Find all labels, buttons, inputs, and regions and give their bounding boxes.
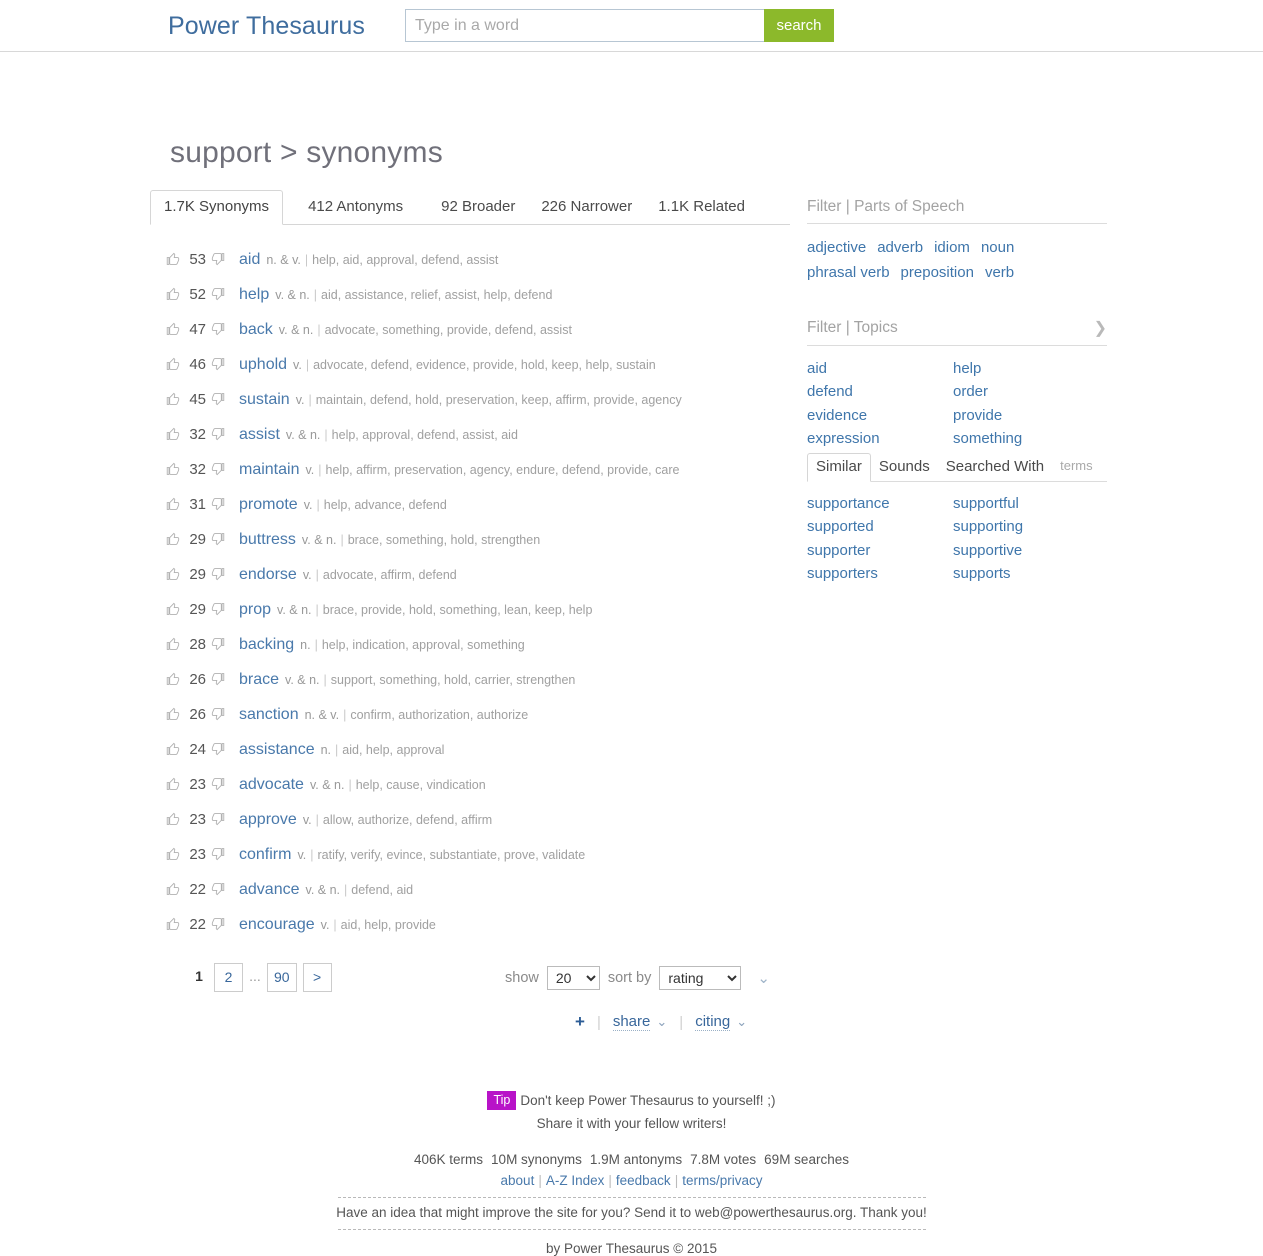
synonym-row xyxy=(166,775,786,810)
thumbs-down-icon[interactable] xyxy=(211,742,225,756)
tab-412-antonyms[interactable]: 412 Antonyms xyxy=(308,198,404,215)
thumbs-down-icon[interactable] xyxy=(211,497,225,511)
thumbs-down-icon[interactable] xyxy=(211,707,225,721)
synonym-tags: aid, help, approval xyxy=(342,743,445,757)
divider: | xyxy=(313,288,318,302)
synonym-row xyxy=(166,845,786,880)
synonym-row xyxy=(166,810,786,845)
synonym-list xyxy=(166,250,786,950)
part-of-speech: v. & n. xyxy=(278,323,314,337)
vote-count: 22 xyxy=(189,916,206,933)
synonym-word[interactable]: maintain xyxy=(239,461,300,478)
synonym-row xyxy=(166,635,786,670)
synonym-tags: aid, assistance, relief, assist, help, defend xyxy=(321,288,553,302)
similar-tabs xyxy=(807,454,1107,482)
divider: | xyxy=(315,568,319,582)
add-icon[interactable]: + xyxy=(575,1012,585,1031)
synonym-tags: ratify, verify, evince, substantiate, prove, validate xyxy=(317,848,586,862)
synonym-row xyxy=(166,355,786,390)
part-of-speech: v. xyxy=(297,848,307,862)
result-type-tabs xyxy=(150,191,790,225)
page-title: support > synonyms xyxy=(170,136,443,169)
vote-count: 23 xyxy=(189,811,206,828)
part-of-speech: n. & v. xyxy=(266,253,301,267)
divider xyxy=(338,1229,926,1230)
synonym-tags: support, something, hold, carrier, strengthen xyxy=(330,673,576,687)
similar-term-supporters[interactable]: supporters xyxy=(807,564,878,582)
footer-link-a-z-index[interactable]: A-Z Index xyxy=(545,1173,605,1188)
pagination-page-90[interactable]: 90 xyxy=(267,963,297,992)
thumbs-down-icon[interactable] xyxy=(211,287,225,301)
synonym-row xyxy=(166,880,786,915)
divider: | xyxy=(344,883,348,897)
chevron-down-icon[interactable]: ⌄ xyxy=(656,1014,668,1029)
vote-count: 45 xyxy=(189,391,206,408)
part-of-speech: v. xyxy=(302,813,312,827)
divider: | xyxy=(674,1173,679,1188)
synonym-word[interactable]: sanction xyxy=(239,706,299,723)
show-label: show xyxy=(505,970,539,986)
synonym-word[interactable]: confirm xyxy=(239,846,292,863)
synonym-row xyxy=(166,495,786,530)
thumbs-up-icon[interactable] xyxy=(166,637,180,651)
vote-count: 23 xyxy=(189,846,206,863)
footer-link-feedback[interactable]: feedback xyxy=(615,1173,671,1188)
part-of-speech: v. & n. xyxy=(301,533,337,547)
divider: | xyxy=(679,1013,684,1031)
divider: | xyxy=(538,1173,542,1188)
thumbs-up-icon[interactable] xyxy=(166,322,180,336)
similar-terms-list xyxy=(807,492,1107,585)
chevron-down-icon[interactable]: ⌄ xyxy=(736,1014,748,1029)
site-logo[interactable]: Power Thesaurus xyxy=(168,12,365,40)
footer-link-about[interactable]: about xyxy=(500,1173,535,1188)
thumbs-up-icon[interactable] xyxy=(166,532,180,546)
footer-idea-text: Have an idea that might improve the site for you? Send it to web@powerthesaurus.org. Thank you! xyxy=(336,1205,927,1220)
synonym-word[interactable]: advocate xyxy=(239,776,304,793)
synonym-row xyxy=(166,705,786,740)
footer-copyright: by Power Thesaurus © 2015 xyxy=(545,1241,718,1256)
vote-count: 52 xyxy=(189,286,206,303)
thumbs-up-icon[interactable] xyxy=(166,462,180,476)
vote-count: 29 xyxy=(189,531,206,548)
synonym-tags: help, advance, defend xyxy=(323,498,447,512)
part-of-speech: v. xyxy=(305,463,315,477)
synonym-row xyxy=(166,565,786,600)
thumbs-up-icon[interactable] xyxy=(166,357,180,371)
synonym-row xyxy=(166,530,786,565)
parts-of-speech-list xyxy=(807,235,1107,285)
similar-term-supporting[interactable]: supporting xyxy=(953,518,1024,536)
thumbs-up-icon[interactable] xyxy=(166,287,180,301)
synonym-tags: aid, help, provide xyxy=(340,918,436,932)
synonym-tags: advocate, something, provide, defend, assist xyxy=(324,323,572,337)
topics-heading-label: Filter | Topics xyxy=(807,319,898,336)
synonym-word[interactable]: advance xyxy=(239,881,300,898)
topic-filter-defend[interactable]: defend xyxy=(807,383,853,401)
thumbs-down-icon[interactable] xyxy=(211,672,225,686)
pos-filter-verb[interactable]: verb xyxy=(984,264,1015,281)
part-of-speech: n. xyxy=(300,638,311,652)
pagination-ellipsis: ... xyxy=(249,963,261,992)
part-of-speech: v. & n. xyxy=(305,883,341,897)
synonym-tags: help, aid, approval, defend, assist xyxy=(312,253,499,267)
footer-stat: 10M synonyms xyxy=(491,1152,582,1167)
synonym-tags: brace, something, hold, strengthen xyxy=(347,533,541,547)
synonym-tags: advocate, affirm, defend xyxy=(322,568,457,582)
synonym-row xyxy=(166,250,786,285)
part-of-speech: v. xyxy=(295,393,305,407)
thumbs-down-icon[interactable] xyxy=(211,392,225,406)
synonym-word[interactable]: brace xyxy=(239,671,280,688)
sim-tab-similar[interactable]: Similar xyxy=(807,453,871,482)
tip-line-2: Share it with your fellow writers! xyxy=(536,1116,727,1131)
synonym-tags: confirm, authorization, authorize xyxy=(350,708,529,722)
thumbs-down-icon[interactable] xyxy=(211,427,225,441)
synonym-word[interactable]: encourage xyxy=(239,916,315,933)
chevron-right-icon[interactable]: ❯ xyxy=(1093,320,1107,337)
vote-count: 32 xyxy=(189,426,206,443)
thumbs-down-icon[interactable] xyxy=(211,777,225,791)
thumbs-up-icon[interactable] xyxy=(166,567,180,581)
thumbs-up-icon[interactable] xyxy=(166,917,180,931)
divider: | xyxy=(596,1013,601,1031)
search-button[interactable]: search xyxy=(764,9,834,42)
synonym-word[interactable]: back xyxy=(239,321,273,338)
part-of-speech: n. & v. xyxy=(304,708,340,722)
thumbs-down-icon[interactable] xyxy=(211,322,225,336)
synonym-row xyxy=(166,915,786,950)
synonym-word[interactable]: help xyxy=(239,286,270,303)
vote-count: 26 xyxy=(189,706,206,723)
sim-tab-sounds[interactable]: Sounds xyxy=(878,458,930,475)
parts-of-speech-heading-label: Filter | Parts of Speech xyxy=(807,198,965,215)
thumbs-up-icon[interactable] xyxy=(166,777,180,791)
part-of-speech: v. & n. xyxy=(277,603,312,617)
synonym-word[interactable]: sustain xyxy=(239,391,290,408)
sidebar xyxy=(807,198,1107,450)
vote-count: 29 xyxy=(189,601,206,618)
synonym-row xyxy=(166,285,786,320)
pos-filter-phrasal-verb[interactable]: phrasal verb xyxy=(807,264,890,281)
synonym-tags: maintain, defend, hold, preservation, keep, affirm, provide, agency xyxy=(315,393,682,407)
synonym-word[interactable]: promote xyxy=(239,496,298,513)
thumbs-down-icon[interactable] xyxy=(211,637,225,651)
vote-count: 31 xyxy=(189,496,206,513)
synonym-row xyxy=(166,740,786,775)
divider: | xyxy=(348,778,352,792)
footer-stats xyxy=(0,1152,1263,1167)
chevron-down-icon[interactable]: ⌄ xyxy=(757,970,770,987)
similar-term-supportance[interactable]: supportance xyxy=(807,495,890,512)
synonym-word[interactable]: prop xyxy=(239,601,272,618)
divider: | xyxy=(315,603,319,617)
sort-label: sort by xyxy=(607,970,652,986)
synonym-word[interactable]: assistance xyxy=(239,741,315,758)
synonym-row xyxy=(166,460,786,495)
footer-stat: 406K terms xyxy=(414,1152,484,1167)
synonym-tags: defend, aid xyxy=(351,883,414,897)
sim-tab-searched-with[interactable]: Searched With xyxy=(945,458,1045,475)
synonym-word[interactable]: aid xyxy=(239,251,261,268)
part-of-speech: v. xyxy=(303,498,313,512)
synonym-tags: help, affirm, preservation, agency, endure, defend, provide, care xyxy=(325,463,680,477)
divider: | xyxy=(608,1173,612,1188)
vote-count: 47 xyxy=(189,321,206,338)
topics-heading xyxy=(807,318,1107,346)
divider: | xyxy=(314,638,318,652)
vote-count: 32 xyxy=(189,461,206,478)
thumbs-down-icon[interactable] xyxy=(211,567,225,581)
thumbs-up-icon[interactable] xyxy=(166,742,180,756)
part-of-speech: n. xyxy=(320,743,332,757)
thumbs-up-icon[interactable] xyxy=(166,812,180,826)
synonym-row xyxy=(166,320,786,355)
tip-line xyxy=(0,1090,1263,1112)
footer-stat: 7.8M votes xyxy=(690,1152,757,1167)
part-of-speech: v. xyxy=(320,918,330,932)
topic-filter-aid[interactable]: aid xyxy=(807,360,828,377)
divider: | xyxy=(318,463,322,477)
thumbs-up-icon[interactable] xyxy=(166,847,180,861)
synonym-tags: help, cause, vindication xyxy=(355,778,486,792)
pos-filter-noun[interactable]: noun xyxy=(980,239,1015,256)
synonym-tags: help, indication, approval, something xyxy=(321,638,525,652)
similar-term-supports[interactable]: supports xyxy=(953,564,1011,582)
synonym-tags: allow, authorize, defend, affirm xyxy=(322,813,493,827)
topic-filter-provide[interactable]: provide xyxy=(953,406,1003,424)
search-form xyxy=(405,9,834,42)
share-button[interactable]: share xyxy=(612,1013,651,1030)
part-of-speech: v. xyxy=(302,568,312,582)
synonym-word[interactable]: assist xyxy=(239,426,280,443)
synonym-tags: brace, provide, hold, something, lean, keep, help xyxy=(322,603,593,617)
part-of-speech: v. & n. xyxy=(275,288,310,302)
part-of-speech: v. & n. xyxy=(285,428,321,442)
pos-filter-preposition[interactable]: preposition xyxy=(900,264,974,281)
part-of-speech: v. xyxy=(293,358,302,372)
divider: | xyxy=(304,253,309,267)
tab-92-broader[interactable]: 92 Broader xyxy=(441,198,516,215)
thumbs-up-icon[interactable] xyxy=(166,707,180,721)
synonym-word[interactable]: buttress xyxy=(239,531,296,548)
divider: | xyxy=(310,848,314,862)
tip-text: Don't keep Power Thesaurus to yourself! ;) xyxy=(520,1093,776,1108)
pos-filter-adjective[interactable]: adjective xyxy=(807,239,867,256)
pagination-page-2[interactable]: 2 xyxy=(214,963,243,992)
vote-count: 22 xyxy=(189,881,206,898)
vote-count: 29 xyxy=(189,566,206,583)
topics-list xyxy=(807,357,1107,450)
vote-count: 23 xyxy=(189,776,206,793)
synonym-row xyxy=(166,670,786,705)
citing-button[interactable]: citing xyxy=(695,1013,731,1030)
divider: | xyxy=(324,428,328,442)
divider: | xyxy=(340,533,344,547)
pos-filter-adverb[interactable]: adverb xyxy=(877,239,924,256)
similar-term-supporter[interactable]: supporter xyxy=(807,541,871,559)
part-of-speech: v. & n. xyxy=(309,778,345,792)
similar-term-supported[interactable]: supported xyxy=(807,518,874,536)
thumbs-up-icon[interactable] xyxy=(166,882,180,896)
thumbs-down-icon[interactable] xyxy=(211,602,225,616)
vote-count: 46 xyxy=(189,356,206,373)
synonym-row xyxy=(166,390,786,425)
synonym-word[interactable]: endorse xyxy=(239,566,297,583)
footer-stat: 1.9M antonyms xyxy=(589,1152,683,1167)
sim-tab-terms: terms xyxy=(1060,458,1093,473)
pagination xyxy=(192,963,338,992)
thumbs-down-icon[interactable] xyxy=(211,252,225,266)
sort-by-select[interactable] xyxy=(659,966,741,990)
topic-filter-something[interactable]: something xyxy=(953,429,1023,447)
synonym-word[interactable]: backing xyxy=(239,636,295,653)
footer-link-terms-privacy[interactable]: terms/privacy xyxy=(682,1173,763,1188)
divider: | xyxy=(333,918,337,932)
parts-of-speech-heading xyxy=(807,198,1107,224)
list-controls xyxy=(505,966,770,990)
thumbs-up-icon[interactable] xyxy=(166,252,180,266)
synonym-tags: help, approval, defend, assist, aid xyxy=(331,428,518,442)
synonym-tags: advocate, defend, evidence, provide, hold, keep, help, sustain xyxy=(313,358,656,372)
footer-stat: 69M searches xyxy=(764,1152,849,1167)
thumbs-up-icon[interactable] xyxy=(166,427,180,441)
topic-filter-evidence[interactable]: evidence xyxy=(807,406,868,424)
topic-filter-help[interactable]: help xyxy=(953,360,982,377)
divider: | xyxy=(316,498,320,512)
divider: | xyxy=(323,673,327,687)
site-footer xyxy=(0,1090,1263,1256)
thumbs-down-icon[interactable] xyxy=(211,882,225,896)
divider: | xyxy=(317,323,321,337)
thumbs-down-icon[interactable] xyxy=(211,462,225,476)
divider: | xyxy=(335,743,339,757)
show-count-select[interactable] xyxy=(547,966,600,990)
part-of-speech: v. & n. xyxy=(285,673,320,687)
thumbs-up-icon[interactable] xyxy=(166,497,180,511)
synonym-row xyxy=(166,425,786,460)
site-header xyxy=(0,0,1263,52)
similar-term-supportive[interactable]: supportive xyxy=(953,541,1023,559)
vote-count: 24 xyxy=(189,741,206,758)
divider xyxy=(338,1197,926,1198)
divider: | xyxy=(343,708,347,722)
topic-filter-expression[interactable]: expression xyxy=(807,429,880,447)
divider: | xyxy=(315,813,319,827)
divider: | xyxy=(308,393,312,407)
tab-226-narrower[interactable]: 226 Narrower xyxy=(541,198,633,215)
vote-count: 26 xyxy=(189,671,206,688)
tab-1-1k-related[interactable]: 1.1K Related xyxy=(658,198,745,215)
pos-filter-idiom[interactable]: idiom xyxy=(934,239,970,256)
topic-filter-order[interactable]: order xyxy=(953,383,989,401)
divider: | xyxy=(305,358,310,372)
synonym-word[interactable]: approve xyxy=(239,811,297,828)
similar-term-supportful[interactable]: supportful xyxy=(953,495,1019,512)
thumbs-down-icon[interactable] xyxy=(211,847,225,861)
thumbs-down-icon[interactable] xyxy=(211,812,225,826)
vote-count: 28 xyxy=(189,636,206,653)
search-input[interactable] xyxy=(405,9,764,42)
pagination-current-page: 1 xyxy=(192,963,206,992)
pagination-page->[interactable]: > xyxy=(303,963,332,992)
synonym-word[interactable]: uphold xyxy=(239,356,288,373)
thumbs-down-icon[interactable] xyxy=(211,357,225,371)
thumbs-up-icon[interactable] xyxy=(166,602,180,616)
thumbs-up-icon[interactable] xyxy=(166,672,180,686)
thumbs-up-icon[interactable] xyxy=(166,392,180,406)
thumbs-down-icon[interactable] xyxy=(211,532,225,546)
tip-badge: Tip xyxy=(487,1091,516,1110)
vote-count: 53 xyxy=(189,251,206,268)
thumbs-down-icon[interactable] xyxy=(211,917,225,931)
footer-links xyxy=(0,1173,1263,1188)
tab-1-7k-synonyms[interactable]: 1.7K Synonyms xyxy=(150,190,283,225)
share-row xyxy=(575,1012,747,1032)
synonym-row xyxy=(166,600,786,635)
